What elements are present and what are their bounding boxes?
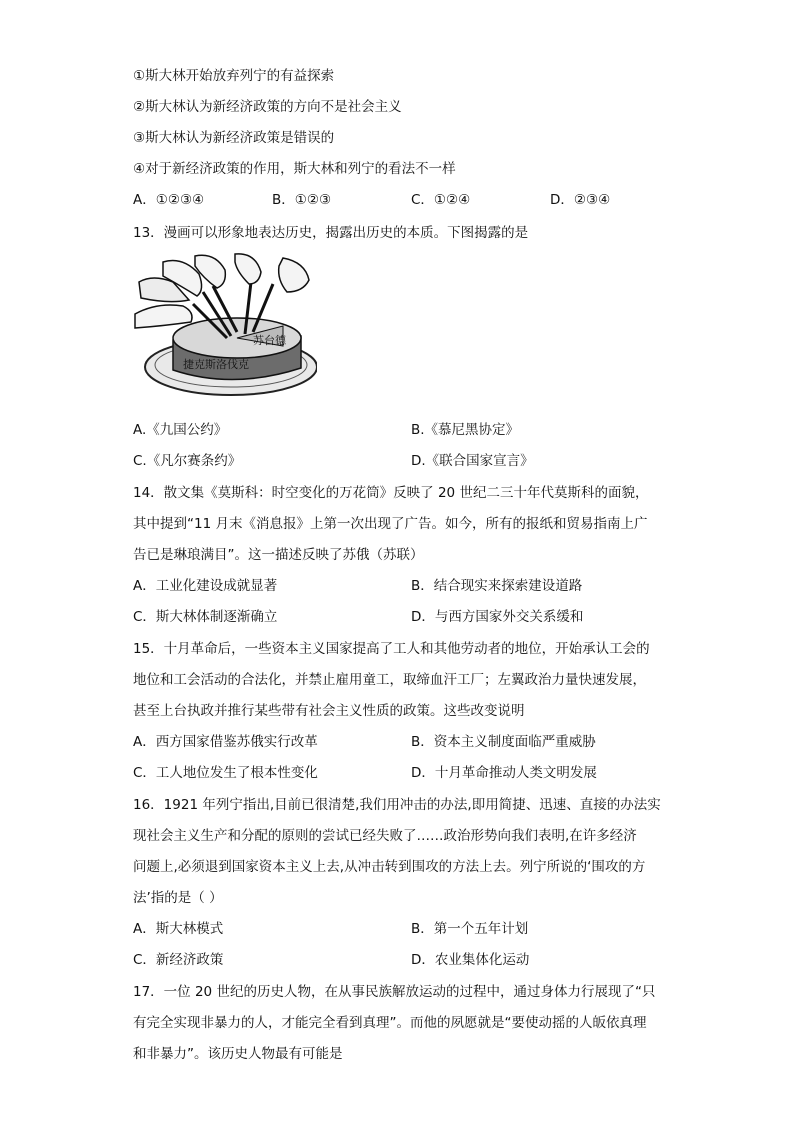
q14-option-d: D．与西方国家外交关系缓和 bbox=[411, 609, 584, 625]
q16-option-d: D．农业集体化运动 bbox=[411, 952, 530, 968]
q12-statement-2: ②斯大林认为新经济政策的方向不是社会主义 bbox=[133, 99, 402, 115]
q13-option-b: B.《慕尼黑协定》 bbox=[411, 422, 520, 438]
q17-stem-line-2: 有完全实现非暴力的人，才能完全看到真理”。而他的夙愿就是“要使动摇的人皈依真理 bbox=[133, 1015, 647, 1031]
q16-stem-line-3: 问题上,必须退到国家资本主义上去,从冲击转到围攻的方法上去。列宁所说的‘围攻的方 bbox=[133, 859, 646, 875]
q15-stem-line-2: 地位和工会活动的合法化，并禁止雇用童工，取缔血汗工厂；左翼政治力量快速发展， bbox=[133, 672, 646, 688]
q14-stem-line-2: 其中提到“11 月末《消息报》上第一次出现了广告。如今，所有的报纸和贸易指南上广 bbox=[133, 516, 648, 532]
q13-stem: 13．漫画可以形象地表达历史，揭露出历史的本质。下图揭露的是 bbox=[133, 225, 529, 241]
q16-option-a: A．斯大林模式 bbox=[133, 921, 224, 937]
q15-option-d: D．十月革命推动人类文明发展 bbox=[411, 765, 597, 781]
q16-stem-line-2: 现社会主义生产和分配的原则的尝试已经失败了……政治形势向我们表明,在许多经济 bbox=[133, 828, 637, 844]
q15-stem-line-1: 15．十月革命后，一些资本主义国家提高了工人和其他劳动者的地位，开始承认工会的 bbox=[133, 641, 650, 657]
q12-option-c: C．①②④ bbox=[411, 192, 471, 208]
q12-statement-1: ①斯大林开始放弃列宁的有益探索 bbox=[133, 68, 335, 84]
q13-option-c: C.《凡尔赛条约》 bbox=[133, 453, 242, 469]
q17-stem-line-3: 和非暴力”。该历史人物最有可能是 bbox=[133, 1046, 343, 1062]
q16-option-b: B．第一个五年计划 bbox=[411, 921, 529, 937]
q14-stem-line-3: 告已是琳琅满目”。这一描述反映了苏俄（苏联） bbox=[133, 547, 424, 563]
label-sudetenland: 苏台德 bbox=[253, 334, 286, 347]
q14-stem-line-1: 14．散文集《莫斯科：时空变化的万花筒》反映了 20 世纪二三十年代莫斯科的面貌， bbox=[133, 485, 649, 501]
q15-option-a: A．西方国家借鉴苏俄实行改革 bbox=[133, 734, 318, 750]
q12-option-a: A．①②③④ bbox=[133, 192, 205, 208]
q12-statement-3: ③斯大林认为新经济政策是错误的 bbox=[133, 130, 335, 146]
q15-option-c: C．工人地位发生了根本性变化 bbox=[133, 765, 318, 781]
q15-option-b: B．资本主义制度面临严重威胁 bbox=[411, 734, 596, 750]
q13-option-a: A.《九国公约》 bbox=[133, 422, 228, 438]
q12-option-b: B．①②③ bbox=[272, 192, 332, 208]
q12-option-d: D．②③④ bbox=[550, 192, 611, 208]
q12-statement-4: ④对于新经济政策的作用，斯大林和列宁的看法不一样 bbox=[133, 161, 456, 177]
q17-stem-line-1: 17．一位 20 世纪的历史人物，在从事民族解放运动的过程中，通过身体力行展现了“只 bbox=[133, 984, 656, 1000]
q14-option-a: A．工业化建设成就显著 bbox=[133, 578, 278, 594]
q16-stem-line-1: 16．1921 年列宁指出,目前已很清楚,我们用冲击的办法,即用简捷、迅速、直接的办法实 bbox=[133, 797, 661, 813]
q14-option-b: B．结合现实来探索建设道路 bbox=[411, 578, 583, 594]
munich-cake-cartoon bbox=[133, 252, 317, 400]
label-czechoslovakia: 捷克斯洛伐克 bbox=[183, 358, 249, 371]
q16-stem-line-4: 法’指的是（ ） bbox=[133, 890, 223, 906]
q15-stem-line-3: 甚至上台执政并推行某些带有社会主义性质的政策。这些改变说明 bbox=[133, 703, 525, 719]
q14-option-c: C．斯大林体制逐渐确立 bbox=[133, 609, 278, 625]
q13-option-d: D.《联合国家宣言》 bbox=[411, 453, 534, 469]
q16-option-c: C．新经济政策 bbox=[133, 952, 224, 968]
